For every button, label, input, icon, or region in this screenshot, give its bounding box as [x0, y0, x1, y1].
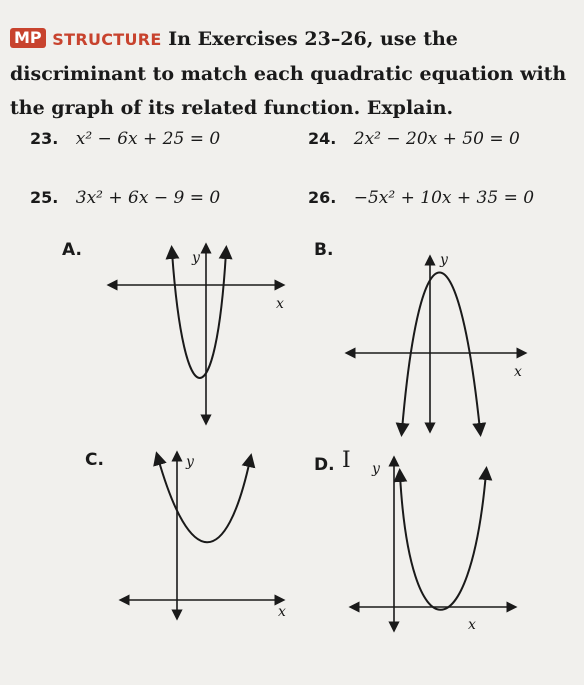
graph-a — [100, 240, 290, 430]
exercise-equation: 3x² + 6x − 9 = 0 — [75, 188, 221, 208]
exercise-24 — [308, 129, 520, 149]
exercise-equation: −5x² + 10x + 35 = 0 — [353, 188, 535, 208]
graph-d — [350, 455, 520, 635]
y-axis-label: y — [372, 461, 380, 477]
graph-c-label: C. — [85, 450, 104, 470]
exercise-26 — [308, 188, 534, 208]
parabola-curve — [400, 473, 486, 610]
instructions-text: In Exercises 23–26, use the discriminant to match each quadratic equation with the graph of its related function. Explain. — [10, 28, 567, 119]
exercise-number: 25. — [30, 188, 59, 207]
parabola-curve — [158, 458, 250, 542]
graph-c — [120, 450, 290, 620]
exercise-equation: x² − 6x + 25 = 0 — [75, 129, 221, 149]
graph-b — [340, 250, 530, 440]
y-axis-label: y — [186, 454, 194, 470]
graph-a-label: A. — [62, 240, 82, 260]
x-axis-label: x — [514, 364, 522, 380]
y-axis-label: y — [192, 250, 200, 266]
exercise-instructions — [10, 22, 570, 125]
mp-badge: MP — [10, 28, 46, 48]
y-axis-label: y — [440, 252, 448, 268]
exercise-25 — [30, 188, 220, 208]
exercise-number: 26. — [308, 188, 337, 207]
text-cursor-icon: I — [342, 448, 351, 473]
x-axis-label: x — [276, 296, 284, 312]
parabola-curve — [402, 273, 480, 431]
parabola-curve — [172, 252, 226, 378]
graph-b-label: B. — [314, 240, 334, 260]
x-axis-label: x — [278, 604, 286, 620]
x-axis-label: x — [468, 617, 476, 633]
exercise-number: 24. — [308, 129, 337, 148]
exercise-23 — [30, 129, 220, 149]
exercise-number: 23. — [30, 129, 59, 148]
graph-d-label: D. — [314, 455, 335, 475]
structure-label: STRUCTURE — [52, 30, 162, 49]
exercise-equation: 2x² − 20x + 50 = 0 — [353, 129, 520, 149]
